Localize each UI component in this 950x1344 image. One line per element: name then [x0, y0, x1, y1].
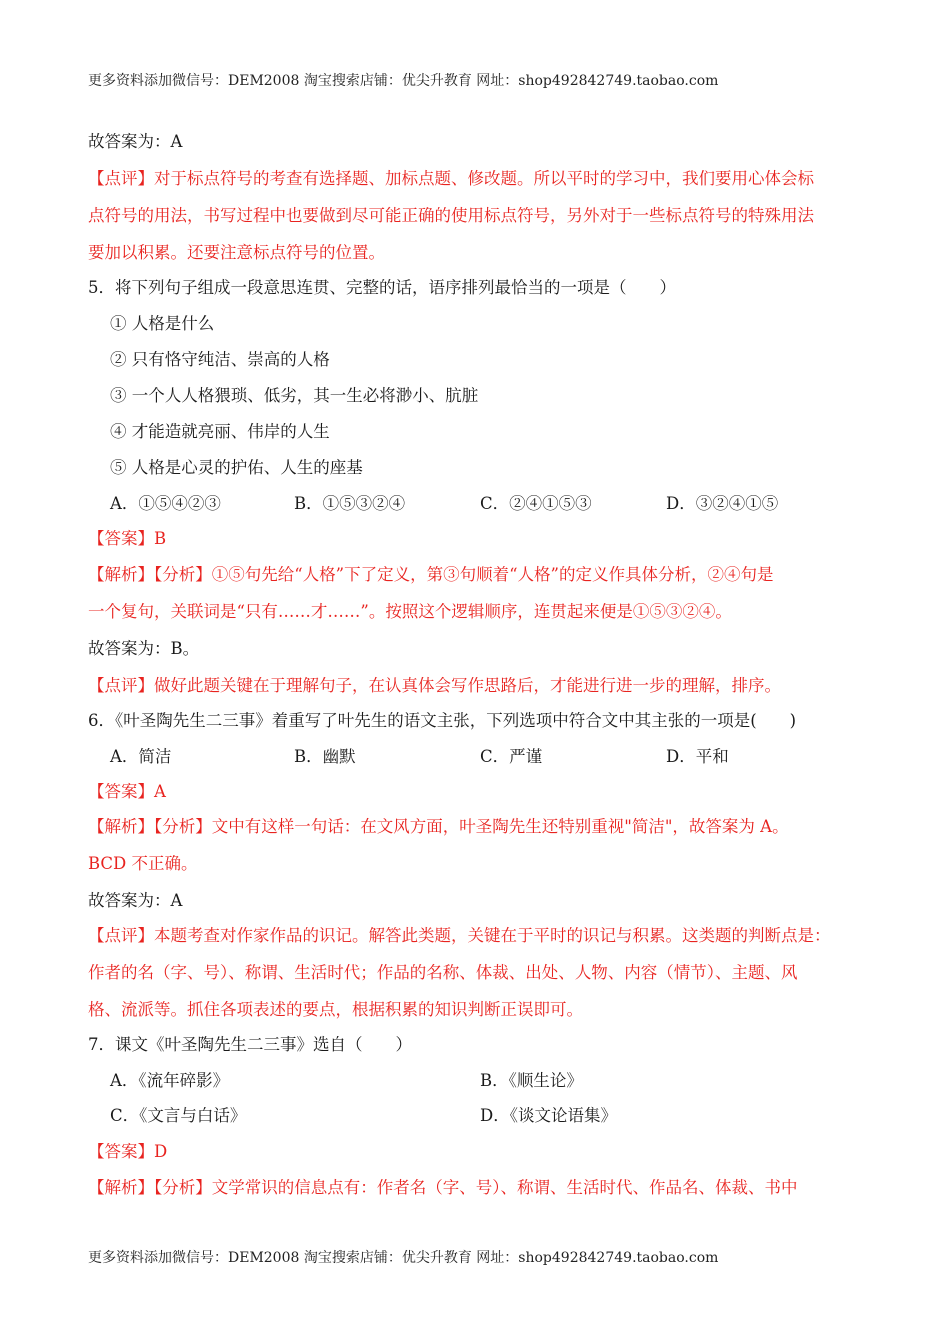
q6-stem: 6．《叶圣陶先生二三事》着重写了叶先生的语文主张，下列选项中符合文中其主张的一项是( ): [88, 711, 797, 730]
q7-answer: 【答案】D: [88, 1142, 168, 1161]
q5-option-a: A．①⑤④②③: [110, 494, 221, 513]
q6-option-a: A．简洁: [110, 747, 172, 766]
q5-option-b: B．①⑤③②④: [294, 494, 406, 513]
q4-comment-line: 要加以积累。还要注意标点符号的位置。: [88, 243, 385, 262]
q7-options-row2: [0, 1102, 950, 1126]
q5-sentence: ① 人格是什么: [110, 314, 215, 333]
q5-analysis-line: 一个复句，关联词是“只有……才……”。按照这个逻辑顺序，连贯起来便是①⑤③②④。: [88, 602, 732, 621]
q5-sentence: ⑤ 人格是心灵的护佑、人生的座基: [110, 458, 363, 477]
q5-option-c: C．②④①⑤③: [480, 494, 592, 513]
q5-option-d: D．③②④①⑤: [666, 494, 779, 513]
page-footer: 更多资料添加微信号：DEM2008 淘宝搜索店铺：优尖升教育 网址：shop492842749.taobao.com: [88, 1250, 719, 1266]
q6-option-b: B．幽默: [294, 747, 356, 766]
q7-option-d: D．《谈文论语集》: [480, 1106, 617, 1125]
q4-conclusion: 故答案为：A: [88, 132, 183, 151]
page-header: 更多资料添加微信号：DEM2008 淘宝搜索店铺：优尖升教育 网址：shop492842749.taobao.com: [88, 73, 719, 89]
q7-options-row1: [0, 1067, 950, 1091]
q5-options: [0, 490, 950, 514]
q7-stem: 7．课文《叶圣陶先生二三事》选自（ ）: [88, 1035, 412, 1054]
q5-comment: 【点评】做好此题关键在于理解句子，在认真体会写作思路后，才能进行进一步的理解，排序。: [88, 676, 781, 695]
q5-stem: 5．将下列句子组成一段意思连贯、完整的话，语序排列最恰当的一项是（ ）: [88, 278, 676, 297]
q6-option-d: D．平和: [666, 747, 729, 766]
q6-comment-line: 格、流派等。抓住各项表述的要点，根据积累的知识判断正误即可。: [88, 1000, 583, 1019]
q5-answer: 【答案】B: [88, 529, 167, 548]
q5-sentence: ③ 一个人人格猥琐、低劣，其一生必将渺小、肮脏: [110, 386, 479, 405]
q6-comment-line: 作者的名（字、号）、称谓、生活时代；作品的名称、体裁、出处、人物、内容（情节）、主题、风: [88, 963, 798, 982]
q6-analysis-cont: BCD 不正确。: [88, 854, 198, 873]
q4-comment-line: 点符号的用法，书写过程中也要做到尽可能正确的使用标点符号，另外对于一些标点符号的特殊用法: [88, 206, 814, 225]
q6-answer: 【答案】A: [88, 782, 166, 801]
q4-comment-line: 【点评】对于标点符号的考查有选择题、加标点题、修改题。所以平时的学习中，我们要用心体会标: [88, 169, 814, 188]
q7-option-a: A．《流年碎影》: [110, 1071, 230, 1090]
q6-conclusion: 故答案为：A: [88, 891, 183, 910]
q5-sentence: ④ 才能造就亮丽、伟岸的人生: [110, 422, 330, 441]
q7-option-c: C．《文言与白话》: [110, 1106, 247, 1125]
q7-option-b: B．《顺生论》: [480, 1071, 583, 1090]
q5-sentence: ② 只有恪守纯洁、崇高的人格: [110, 350, 330, 369]
q6-comment-line: 【点评】本题考查对作家作品的识记。解答此类题，关键在于平时的识记与积累。这类题的判断点是：: [88, 926, 831, 945]
q6-analysis: 【解析】【分析】文中有这样一句话：在文风方面，叶圣陶先生还特别重视"简洁"，故答案为 A。: [88, 817, 789, 836]
q7-analysis: 【解析】【分析】文学常识的信息点有：作者名（字、号）、称谓、生活时代、作品名、体裁、书中: [88, 1178, 798, 1197]
q5-analysis-line: 【解析】【分析】①⑤句先给“人格”下了定义，第③句顺着“人格”的定义作具体分析，②④句是: [88, 565, 774, 584]
q5-conclusion: 故答案为：B。: [88, 639, 200, 658]
q6-option-c: C．严谨: [480, 747, 543, 766]
q6-options: [0, 743, 950, 767]
